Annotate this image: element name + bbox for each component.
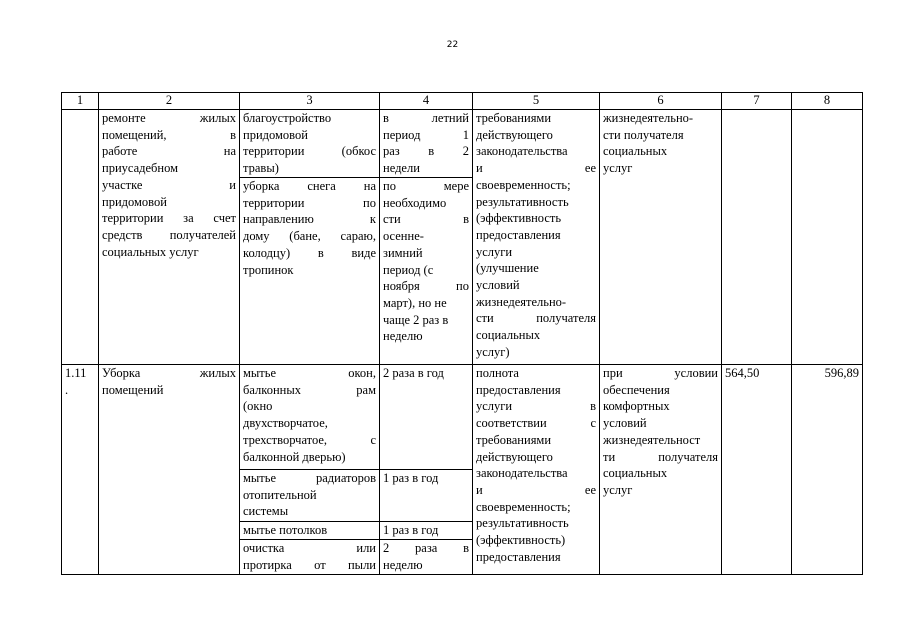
text-line: ти получателя [603,449,718,464]
text-line: протирка от пыли [243,557,376,572]
text-line: 1 раз в год [383,471,439,485]
text-line: придомовой [102,194,167,209]
tariff-value: 596,89 [824,366,859,380]
text-line: отопительной [243,487,317,502]
text-line: чаще 2 раз в [383,312,449,327]
text-line: очистка или [243,541,376,555]
subservice-cell [240,178,380,365]
text-line: услуг [603,482,633,497]
text-line: действующего [476,127,553,142]
text-line: комфортных [603,399,670,414]
text-line: условий [603,416,647,431]
text-line: помещений [102,382,164,397]
text-line: территории за счет [102,211,236,226]
text-line: 2 раза в год [383,366,444,380]
service-name-cell [99,365,240,575]
text-line: обеспечения [603,382,670,397]
text-line: территории (обкос [243,144,376,159]
services-table [61,92,863,575]
text-line: и ее [476,161,596,176]
text-line: балконных рам [243,382,376,397]
text-line: социальных услуг [102,244,199,259]
text-line: осенне- [383,229,424,244]
text-line: зимний [383,245,423,260]
text-line: травы) [243,161,279,176]
text-line: (эффективность [476,211,562,226]
text-line: недели [383,161,420,176]
frequency-cell [380,470,473,522]
text-line: ремонте жилых [102,111,236,125]
quality-indicator-cell [473,110,600,365]
text-line: придомовой [243,127,308,142]
text-line: при условии [603,366,718,380]
text-line: социальных [603,466,668,481]
table-row [62,110,863,178]
tariff-value: 564,50 [725,366,760,380]
text-line: социальных [476,328,541,343]
text-line: период 1 [383,127,469,142]
text-line: жизнедеятельно- [603,111,694,125]
text-line: услуг) [476,344,510,359]
text-line: мытье окон, [243,366,376,380]
text-line: трехстворчатое, с [243,432,376,447]
header-cell: 7 [722,93,792,110]
frequency-cell [380,110,473,178]
text-line: требованиями [476,111,552,125]
tariff-cell [792,365,863,575]
text-line: участке и [102,177,236,192]
frequency-cell [380,522,473,540]
text-line: жизнедеятельно- [476,294,567,309]
text-line: сти получателя [476,311,596,326]
text-line: результативность [476,194,569,209]
text-line: системы [243,504,289,519]
text-line: средств получателей [102,227,236,242]
text-line: законодательства [476,144,568,159]
text-line: по мере [383,179,469,193]
text-line: полнота [476,366,519,380]
evaluation-cell [600,365,722,575]
text-line: соответствии с [476,416,596,431]
text-line: мытье радиаторов [243,471,376,485]
tariff-cell [792,110,863,365]
text-line: жизнедеятельност [603,432,701,447]
text-line: . [65,382,69,397]
text-line: результативность [476,516,569,531]
text-line: услуги [476,244,513,259]
text-line: сти получателя [603,127,684,142]
header-cell: 4 [380,93,473,110]
text-line: территории по [243,195,376,210]
subservice-cell [240,365,380,470]
header-cell: 6 [600,93,722,110]
subservice-cell [240,522,380,540]
text-line: социальных [603,144,668,159]
text-line: услуги в [476,399,596,414]
text-line: двухстворчатое, [243,416,328,431]
page-number: 22 [446,40,459,50]
table-row [62,365,863,470]
quality-indicator-cell [473,365,600,575]
text-line: в летний [383,111,469,125]
text-line: балконной дверью) [243,449,346,464]
text-line: предоставления [476,549,561,564]
text-line: колодцу) в виде [243,245,376,260]
text-line: своевременность; [476,177,571,192]
header-cell: 1 [62,93,99,110]
text-line: ноября по [383,279,469,294]
text-line: (эффективность) [476,533,566,548]
text-line: и ее [476,482,596,497]
text-line: сти в [383,212,469,227]
frequency-cell [380,365,473,470]
header-cell: 5 [473,93,600,110]
header-cell: 2 [99,93,240,110]
subservice-cell [240,470,380,522]
text-line: предоставления [476,227,561,242]
text-line: помещений, в [102,127,236,142]
header-cell: 3 [240,93,380,110]
text-line: предоставления [476,382,561,397]
text-line: неделю [383,557,423,572]
text-line: работе на [102,144,236,159]
text-line: приусадебном [102,161,179,176]
text-line: мытье потолков [243,523,328,537]
subservice-cell [240,540,380,575]
text-line: 2 раза в [383,541,469,555]
text-line: период (с [383,262,434,277]
text-line: условий [476,278,520,293]
text-line: тропинок [243,262,294,277]
text-line: направлению к [243,212,376,227]
text-line: необходимо [383,195,447,210]
frequency-cell [380,178,473,365]
row-number-cell [62,110,99,365]
row-number-cell [62,365,99,575]
frequency-cell [380,540,473,575]
text-line: неделю [383,329,423,344]
text-line: раз в 2 [383,144,469,159]
table-header-row [62,93,863,110]
text-line: действующего [476,449,553,464]
text-line: законодательства [476,466,568,481]
text-line: Уборка жилых [102,366,236,380]
text-line: своевременность; [476,499,571,514]
evaluation-cell [600,110,722,365]
text-line: требованиями [476,432,552,447]
text-line: март), но не [383,295,447,310]
text-line: (окно [243,399,273,414]
tariff-cell [722,110,792,365]
service-name-cell [99,110,240,365]
header-cell: 8 [792,93,863,110]
text-line: дому (бане, сараю, [243,229,376,244]
text-line: уборка снега на [243,179,376,193]
text-line: услуг [603,161,633,176]
text-line: 1 раз в год [383,523,439,537]
text-line: благоустройство [243,111,332,125]
tariff-cell [722,365,792,575]
subservice-cell [240,110,380,178]
text-line: 1.11 [65,366,87,380]
text-line: (улучшение [476,261,539,276]
